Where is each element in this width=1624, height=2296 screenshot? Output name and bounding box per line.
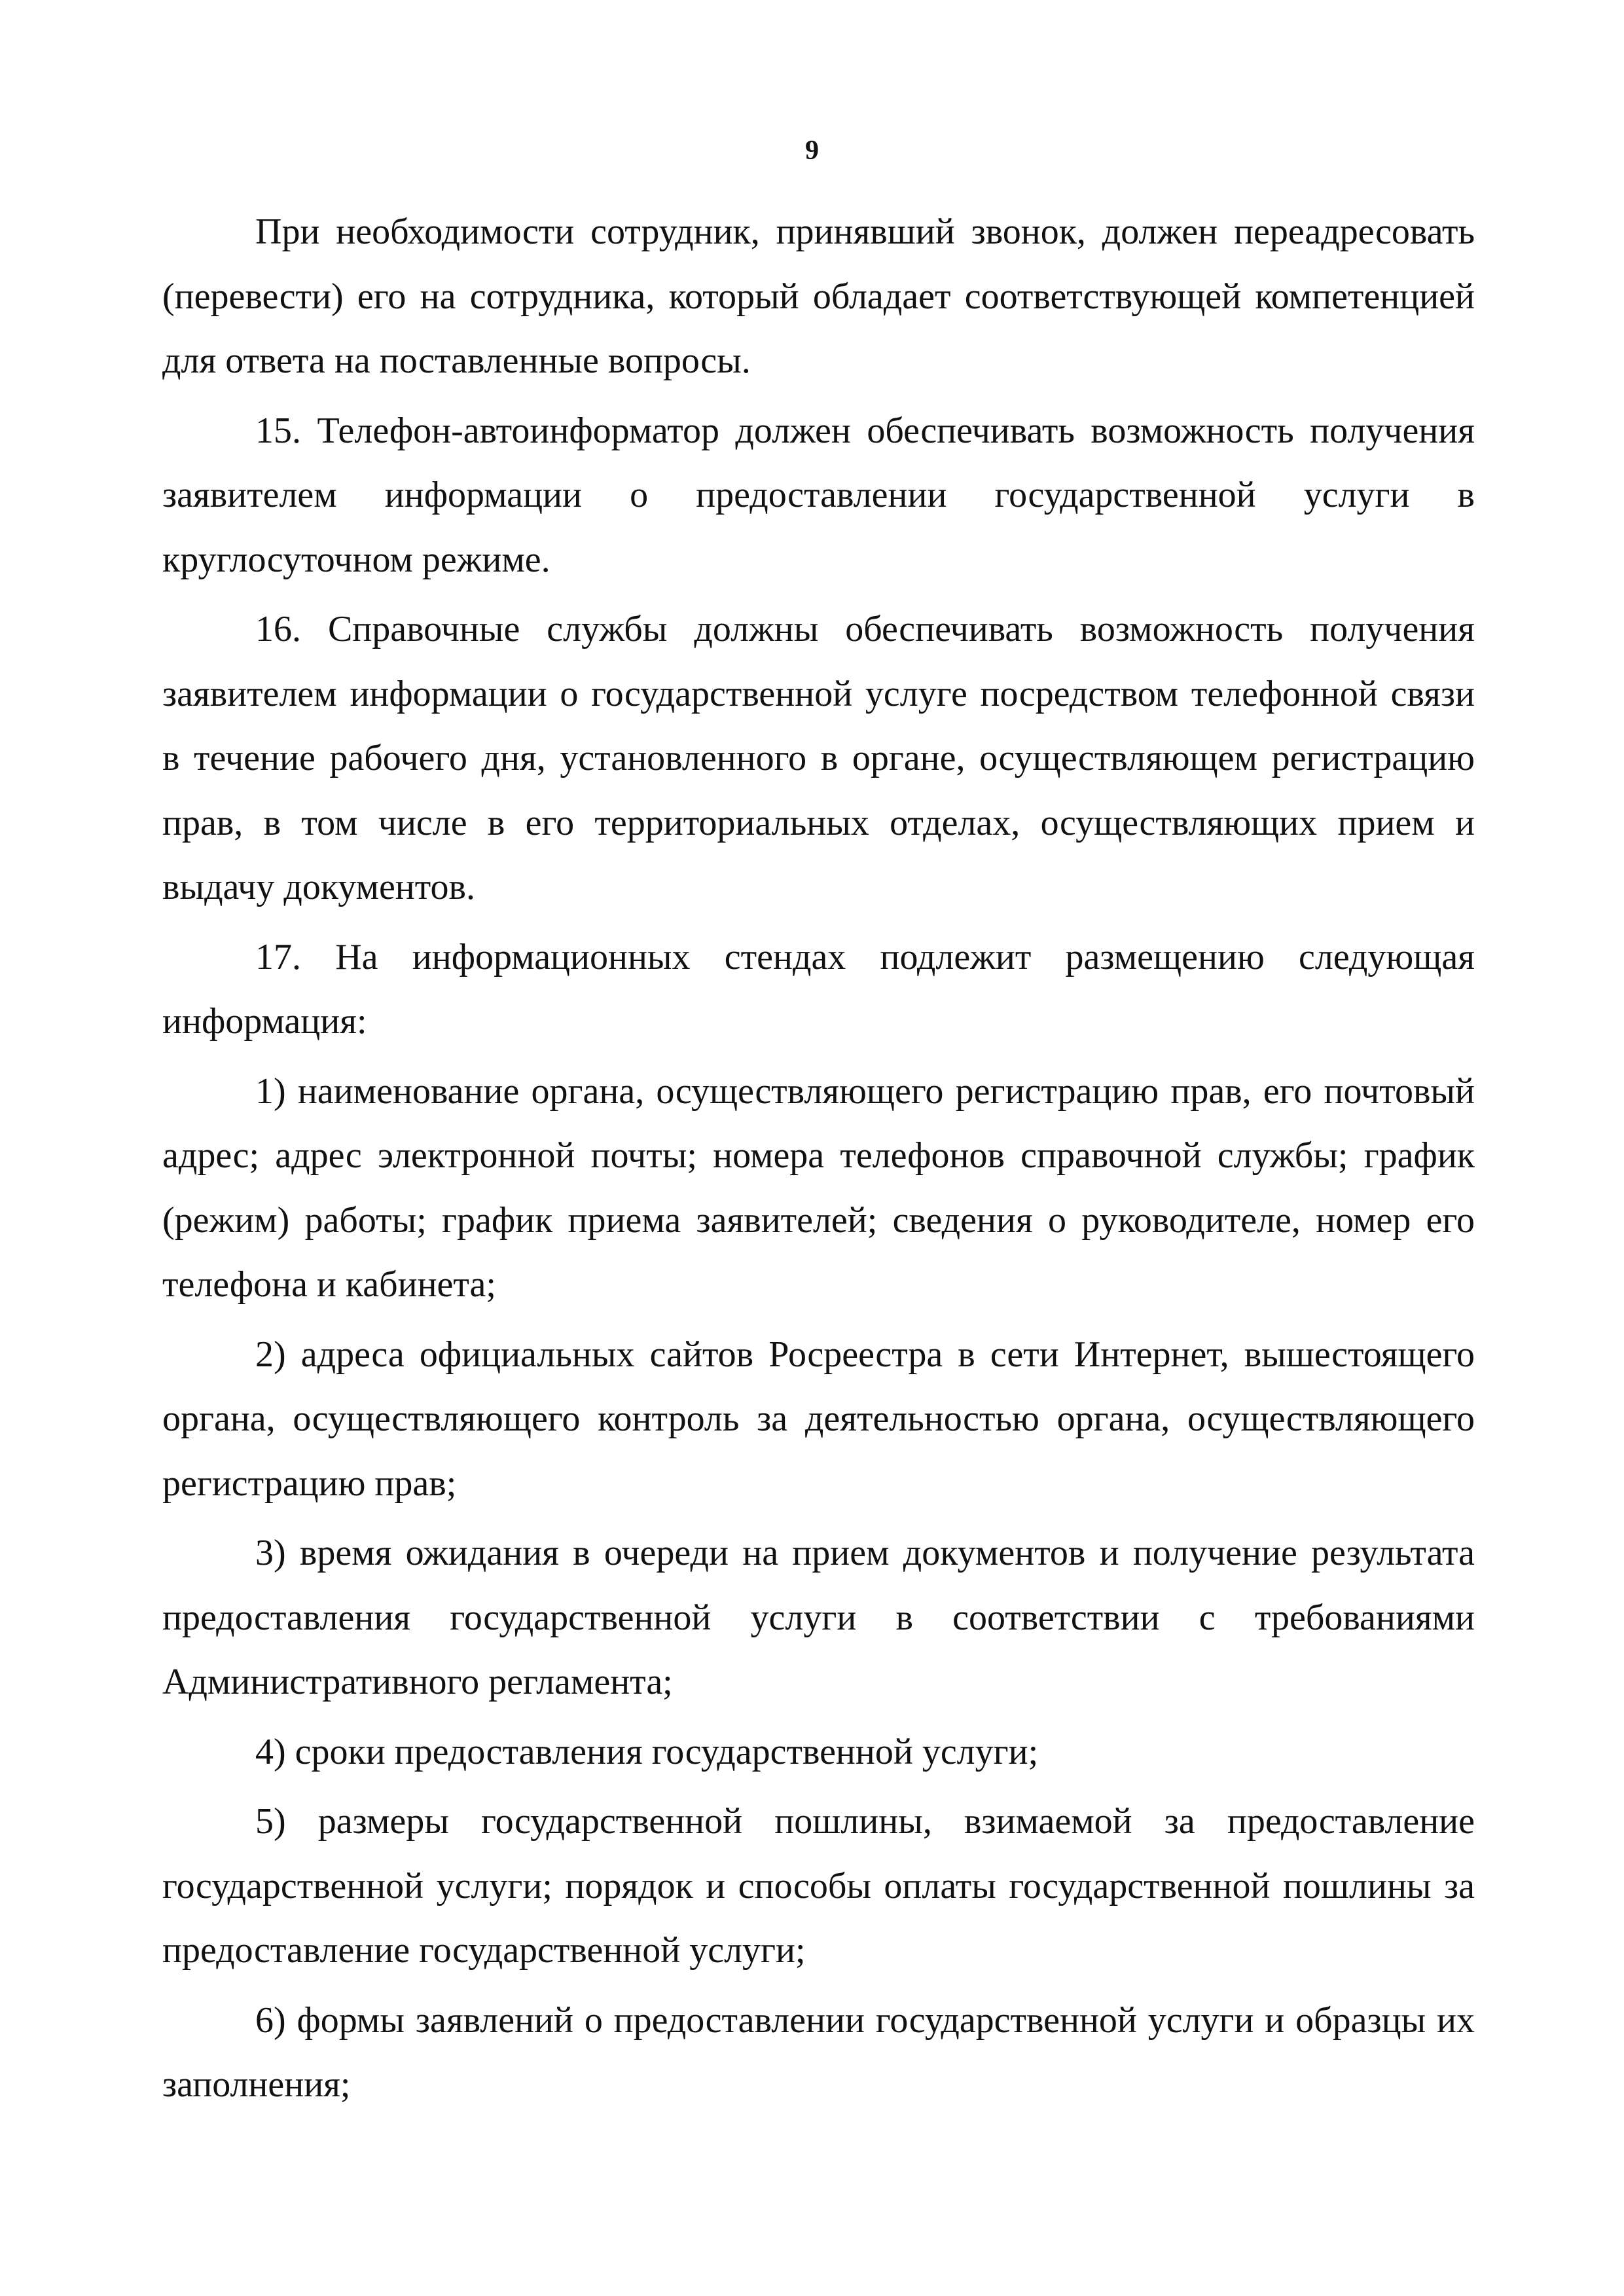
paragraph-15: 15. Телефон-автоинформатор должен обеспечивать возможность получения заявителем информации о предоставлении государственной услуги в круглосуточном режиме. [162,410,1475,580]
list-item-1: 1) наименование органа, осуществляющего регистрацию прав, его почтовый адрес; адрес электронной почты; номера телефонов справочной службы; график (режим) работы; график приема заявителей; сведения о руководителе, номер его телефона и кабинета; [162,1070,1475,1305]
list-item-4: 4) сроки предоставления государственной услуги; [255,1731,1039,1772]
document-body [162,200,1475,2123]
page-number: 9 [805,136,819,166]
list-item-3: 3) время ожидания в очереди на прием документов и получение результата предоставления государственной услуги в соответствии с требованиями Административного регламента; [162,1533,1475,1702]
list-item-2: 2) адреса официальных сайтов Росреестра в сети Интернет, вышестоящего органа, осуществляющего контроль за деятельностью органа, осуществляющего регистрацию прав; [162,1334,1475,1504]
paragraph-redirect-call: При необходимости сотрудник, принявший звонок, должен переадресовать (перевести) его на сотрудника, который обладает соответствующей компетенцией для ответа на поставленные вопросы. [162,211,1475,381]
list-item-5: 5) размеры государственной пошлины, взимаемой за предоставление государственной услуги; порядок и способы оплаты государственной пошлины за предоставление государственной услуги; [162,1801,1475,1971]
list-item-6: 6) формы заявлений о предоставлении государственной услуги и образцы их заполнения; [162,1999,1475,2105]
paragraph-17: 17. На информационных стендах подлежит размещению следующая информация: [162,936,1475,1042]
paragraph-16: 16. Справочные службы должны обеспечивать возможность получения заявителем информации о государственной услуге посредством телефонной связи в течение рабочего дня, установленного в органе, осуществляющем регистрацию прав, в том числе в его территориальных отделах, осуществляющих прием и выдачу документов. [162,609,1475,907]
